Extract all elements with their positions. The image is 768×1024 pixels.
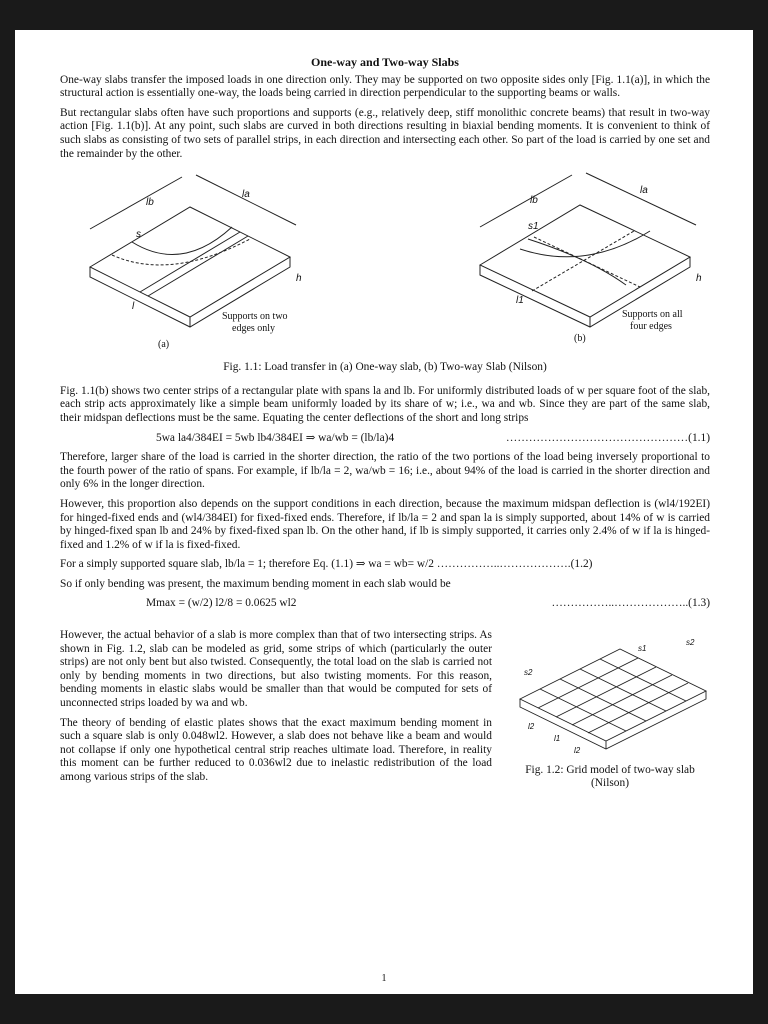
label-l-a: l <box>132 301 135 313</box>
paragraph-two-way: But rectangular slabs often have such proportions and supports (e.g., relatively deep, stiff monolithic concrete beams) that result in two-way action [Fig. 1.1(b)]. At any point, such slabs are curved in both directions resulting in biaxial bending moments. It is convenient to think of such slabs as consisting of two sets of parallel strips, in each direction and intersecting each other. So part of the load is carried by one set and the remainder by the other. <box>60 106 710 160</box>
note-a-line2: edges only <box>232 323 276 335</box>
figure-1-1 <box>60 169 710 357</box>
paragraph-strips: Fig. 1.1(b) shows two center strips of a rectangular plate with spans la and lb. For uniformly distributed loads of w per square foot of the slab, each strip acts approximately like a simple beam uniformly loaded by its share of w; i.e., wa and wb. Since they are part of the same slab, their midspan deflections must be the same. Equating the center deflections of the short and long strips <box>60 384 710 424</box>
paragraph-bending: So if only bending was present, the maximum bending moment in each slab would be <box>60 577 451 590</box>
figure-1-2-caption-line2: (Nilson) <box>591 777 629 790</box>
label-h-a: h <box>296 273 302 285</box>
paragraph-grid-model: However, the actual behavior of a slab is more complex than that of two intersecting strips. As shown in Fig. 1.2, slab can be modeled as grid, some strips of which (particularly the outer strips) are not only bent but also twisted. Consequently, the total load on the slab is carried not only by bending moments in two directions, but also twisting moments. For this reason, bending moments in elastic slabs would be smaller than that would be computed for sets of unconnected strips loaded by wa and wb. <box>60 629 492 710</box>
label-s2-top: s2 <box>686 638 695 648</box>
page-number: 1 <box>381 973 387 984</box>
label-la-b: la <box>640 185 648 197</box>
page-title: One-way and Two-way Slabs <box>311 55 459 69</box>
paragraph-elastic-theory: The theory of bending of elastic plates shows that the exact maximum bending moment in such a square slab is only 0.048wl2. However, a slab does not behave like a beam and would not collapse if only one hypothetical central strip reaches ultimate load. Therefore, in reality this moment can be further reduced to 0.036wl2 due to inelastic redistribution of the load among various strips of the slab. <box>60 716 492 783</box>
paragraph-load-share: Therefore, larger share of the load is carried in the shorter direction, the ratio of the two portions of the load being inversely proportional to the fourth power of the ratio of spans. For example, if lb/la = 2, wa/wb = 16; i.e., about 94% of the load is carried in the shorter direction and only 6% in the longer direction. <box>60 451 710 491</box>
figure-1-1-caption: Fig. 1.1: Load transfer in (a) One-way slab, (b) Two-way Slab (Nilson) <box>223 361 547 374</box>
bottom-text <box>60 629 492 791</box>
label-l1: l1 <box>554 734 561 744</box>
equation-1-3-number: ……………..………………..(1.3) <box>551 597 710 610</box>
equation-1-1-expr: 5wa la4/384EI = 5wb lb4/384EI ⇒ wa/wb = (lb/la)4 <box>156 431 395 444</box>
label-s2-left: s2 <box>524 668 533 678</box>
label-h-b: h <box>696 273 702 285</box>
equation-1-2 <box>60 558 710 572</box>
label-a: (a) <box>158 339 170 351</box>
equation-1-2-text: For a simply supported square slab, lb/la = 1; therefore Eq. (1.1) ⇒ wa = wb= w/2 ……………..……………….(1.2) <box>60 558 593 571</box>
bottom-section <box>60 629 710 791</box>
paragraph-support-conditions: However, this proportion also depends on the support conditions in each direction, because the maximum midspan deflection is (wl4/192EI) for hinged-fixed ends and (wl4/384EI) for fixed-fixed ends. Therefore, if lb/la = 2 and span la is simply supported, about 14% of w is carried by hinged-fixed span lb and 24% by fixed-fixed span lb. On the other hand, if lb is simply supported, it carries only 2.4% of w if la is hinged-fixed and 1.2% of w if la is fixed-fixed. <box>60 497 710 551</box>
page-content <box>60 30 710 791</box>
equation-1-3 <box>60 597 710 611</box>
equation-1-1-number: …………………………………………(1.1) <box>505 431 710 444</box>
label-lb-a: lb <box>146 197 154 209</box>
label-b: (b) <box>574 333 586 345</box>
equation-1-3-expr: Mmax = (w/2) l2/8 = 0.0625 wl2 <box>146 597 297 610</box>
grid-model-diagram <box>510 629 710 759</box>
figure-1-2-caption-line1: Fig. 1.2: Grid model of two-way slab <box>525 763 695 776</box>
label-l2-left: l2 <box>528 722 535 732</box>
equation-1-1 <box>60 432 710 446</box>
slab-diagrams <box>60 169 710 357</box>
label-s-a: s <box>136 229 141 241</box>
note-b-line2: four edges <box>630 321 672 333</box>
label-l2-bottom: l2 <box>574 746 581 756</box>
label-s1: s1 <box>638 644 647 654</box>
document-page <box>15 30 753 994</box>
paragraph-one-way: One-way slabs transfer the imposed loads in one direction only. They may be supported on two opposite sides only [Fig. 1.1(a)], in which the structural action is essentially one-way, the loads being carried in direction perpendicular to the supporting beams or walls. <box>60 73 710 100</box>
figure-1-2 <box>510 629 710 791</box>
label-s1-b: s1 <box>528 221 539 233</box>
label-lb-b: lb <box>530 195 538 207</box>
note-b-line1: Supports on all <box>622 309 683 321</box>
note-a-line1: Supports on two <box>222 311 288 323</box>
label-l1-b: l1 <box>516 295 524 307</box>
label-la-a: la <box>242 189 250 201</box>
